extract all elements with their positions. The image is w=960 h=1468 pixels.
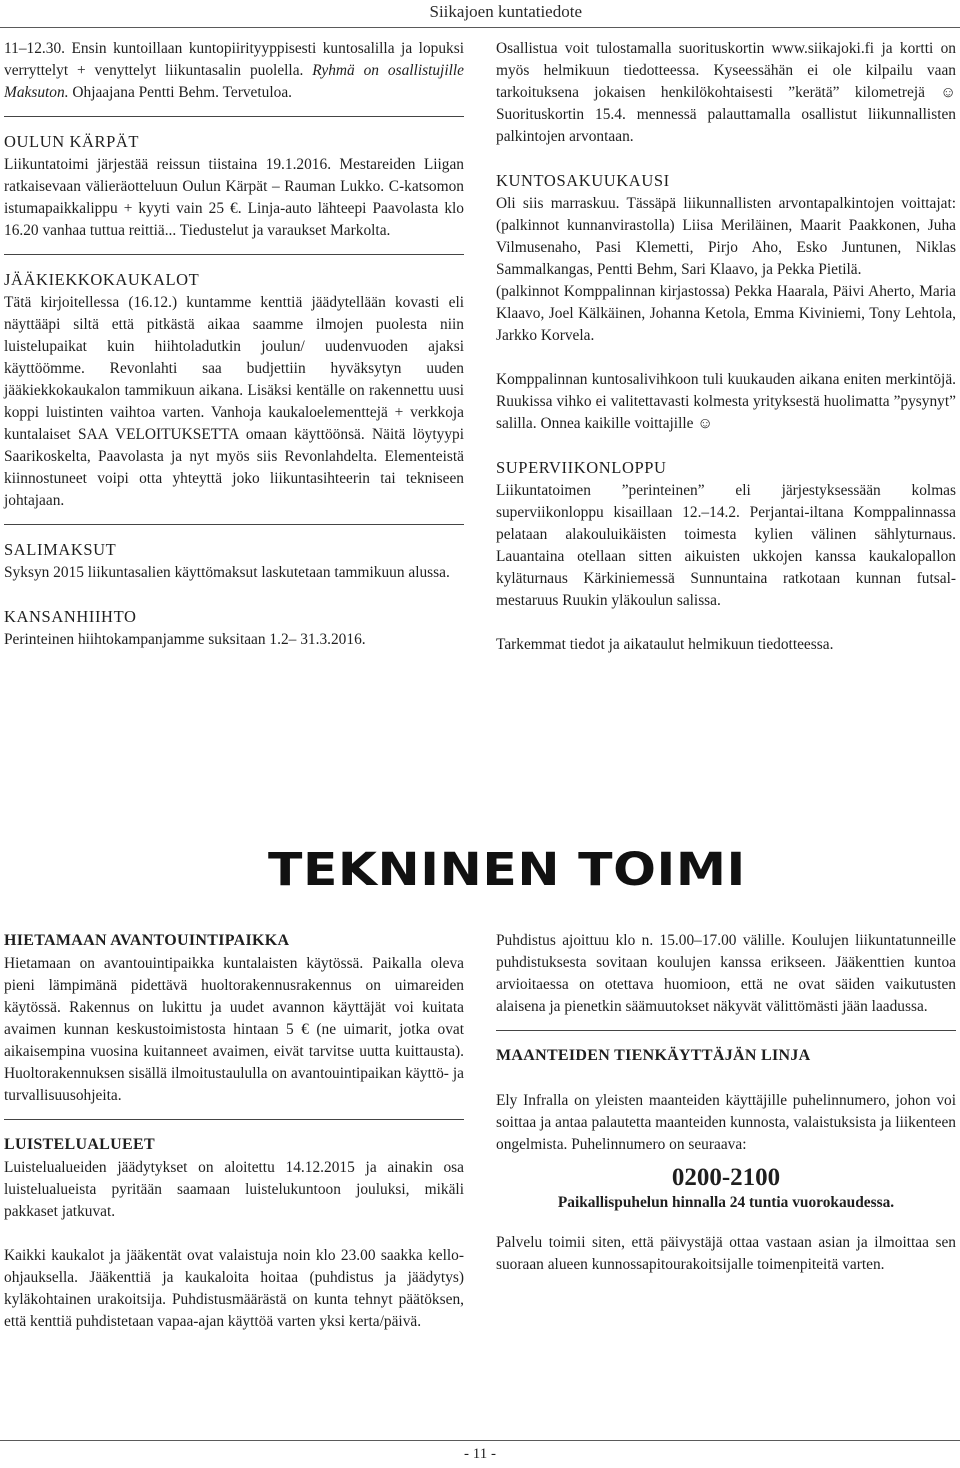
column-top-left: [4, 38, 464, 651]
separator: [4, 254, 464, 255]
salimaksut-text: Syksyn 2015 liikuntasalien käyttömaksut laskutetaan tammikuun alussa.: [4, 564, 450, 581]
page-number: - 11 -: [464, 1446, 496, 1462]
hieta-text: Hietamaan on avantouintipaikka kuntalaisten käytössä. Paikalla oleva pieni lämpimänä pidettävä huoltorakennusrakennus on uimareiden käytössä. Rakennus on lukittu ja uudet avannon käyttäjät voi kuitata avaimen kunnan keskustoimistosta hintaan 5 € (ne uimarit, jotka ovat aikaisempina vuosina kuitanneet avaimen, eivät tarvitse uutta kuittausta). Huoltorakennuksen sisällä ilmoitustaululla on avantouintipaikan käyttö- ja turvallisuusohjeita.: [4, 955, 464, 1104]
section-superviikonloppu: [496, 457, 956, 656]
footer-rule: [0, 1440, 960, 1441]
phone-subtitle: Paikallispuhelun hinnalla 24 tuntia vuorokaudessa.: [557, 1194, 895, 1211]
spacer: [4, 1223, 464, 1245]
kuntosa-text-2: (palkinnot Komppalinnan kirjastossa) Pekka Haarala, Päivi Aherto, Maria Klaavo, Joel Kälkäinen, Johanna Ketola, Emma Kiviniemi, Tony Lehtola, Jarkko Korvela.: [496, 283, 956, 344]
spacer: [496, 435, 956, 457]
kuntosa-text-3: Komppalinnan kuntosalivihkoon tuli kuukauden aikana eniten merkintöjä. Ruukissa vihko ei valitettavasti kolmesta yrityksestä huolimatta ”pysynyt” salilla. Onnea kaikille voittajille ☺: [496, 371, 956, 432]
spacer: [496, 612, 956, 634]
luistelu-text-1: Luistelualueiden jäädytykset on aloitettu 14.12.2015 ja ainakin osa luistelualueista pyritään saamaan luistelukuntoon jouluksi, mikäli pakkaset jatkuvat.: [4, 1159, 464, 1220]
gym-intro-text: 11–12.30. Ensin kuntoillaan kuntopiirityyppisesti kuntosalilla ja lopuksi verryttelyt + venyttelyt liikuntasalin puolella.: [4, 40, 464, 79]
separator: [4, 524, 464, 525]
publication-title: Siikajoen kuntatiedote: [429, 2, 582, 21]
gym-intro-italic: Ryhmä on osallistujille Maksuton.: [4, 62, 464, 101]
puhdistus-text: Puhdistus ajoittuu klo n. 15.00–17.00 välille. Koulujen liikuntatunneille puhdistuksesta sovitaan koulujen kanssa erikseen. Jääkenttien kuntoa arvioitaessa on otettava huomioon, että ne ovat säiden vaikutusten alaisena ja pienetkin säämuutokset näkyvät välittömästi jään laadussa.: [496, 932, 956, 1015]
phone-number: 0200-2100: [671, 1164, 781, 1191]
hiihto-card-text: Osallistua voit tulostamalla suorituskortin www.siikajoki.fi ja kortti on myös helmikuun tiedotteessa. Kyseessähän ei ole kilpailu vaan tarkoituksena jokaisen henkilökohtaisesti ”kerätä” kilometrejä ☺ Suorituskortin 15.4. mennessä palauttamalla osallistut liikunnallisten palkintojen arvontaan.: [496, 40, 956, 145]
section-kuntosakuukausi: [496, 170, 956, 435]
kuntosa-title: KUNTOSAKUUKAUSI: [496, 171, 670, 190]
super-title: SUPERVIIKONLOPPU: [496, 458, 667, 477]
maant-text: Ely Infralla on yleisten maanteiden käyttäjille puhelinnumero, johon voi soittaa ja antaa palautetta maanteiden kunnosta, valaistuksista ja liikenteen ongelmista. Puhelinnumero on seuraava:: [496, 1092, 956, 1153]
spacer: [496, 347, 956, 369]
kansanhiihto-title: KANSANHIIHTO: [4, 607, 137, 626]
section-jaakiekko: [4, 269, 464, 512]
gym-intro: [4, 38, 464, 104]
section-luistelualueet: [4, 1134, 464, 1333]
section-maanteiden-linja: [496, 1045, 956, 1276]
header-rule: [0, 27, 960, 28]
column-bottom-left: [4, 930, 464, 1333]
column-bottom-right: [496, 930, 956, 1276]
section-hietamaa: [4, 930, 464, 1107]
super-text: Liikuntatoimen ”perinteinen” eli järjestyksessään kolmas superviikonloppu kisaillaan 12.–14.2. Perjantai-iltana Komppalinnassa pelataan alakouluikäisten toimesta kylien välinen sählyturnaus. Lauantaina otellaan sitten aikuisten ukkojen kanssa kaukalopallon kyläturnaus Kärkiniemessä Sunnuntaina ratkotaan kunnan futsal- mestaruus Ruukin yläkoulun salissa.: [496, 482, 956, 609]
jaakiekko-title: JÄÄKIEKKOKAUKALOT: [4, 270, 200, 289]
separator: [4, 116, 464, 117]
section-karpat: [4, 131, 464, 242]
gym-intro-end: Ohjaajana Pentti Behm. Tervetuloa.: [68, 84, 292, 101]
spacer: [496, 148, 956, 170]
hieta-title: HIETAMAAN AVANTOUINTIPAIKKA: [4, 932, 290, 949]
palvelu-text: Palvelu toimii siten, että päivystäjä ottaa vastaan asian ja ilmoittaa sen suoraan alueen kunnossapitourakoitsijalle toimenpiteitä varten.: [496, 1234, 956, 1273]
spacer: [4, 584, 464, 606]
kansanhiihto-text: Perinteinen hiihtokampanjamme suksitaan 1.2– 31.3.2016.: [4, 631, 366, 648]
jaakiekko-text: Tätä kirjoitellessa (16.12.) kuntamme kenttiä jäädytellään kovasti eli näyttääpi siltä että pitkästä aikaa saamme ilmojen puolesta niin luistelupaikat kuin hiihtoladutkin joulun/ uudenvuoden ajaksi käyttöömme. Revonlahti saa budjettiin hyväksytyn uuden jääkiekkokaukalon tammikuun aikana. Lisäksi kentälle on rakennettu uusi koppi luistinten vaihtoa varten. Vanhoja kaukaloelementtejä + verkkoja kuntalaiset SAA VELOITUKSETTA omaan käyttöönsä. Näitä löytyypi Saarikoskelta, Paavolasta ja nyt myös siis Revonlahdelta. Elementeistä kiinnostuneet voipi otta yhteyttä joko liikuntasihteerin tai tekniseen johtajaan.: [4, 294, 464, 509]
karpat-title: OULUN KÄRPÄT: [4, 132, 140, 151]
super-more: Tarkemmat tiedot ja aikataulut helmikuun tiedotteessa.: [496, 636, 834, 653]
separator: [4, 1119, 464, 1120]
section-title-tekninen-toimi: TEKNINEN TOIMI: [268, 843, 746, 896]
salimaksut-title: SALIMAKSUT: [4, 540, 117, 559]
kuntosa-text-1: Oli siis marraskuu. Tässäpä liikunnallisten arvontapalkintojen voittajat: (palkinnot kunnanvirastolla) Liisa Meriläinen, Maarit Paakkonen, Juha Vilmusenaho, Pasi Klemetti, Pirjo Aho, Esko Juntunen, Niklas Sammalkangas, Pentti Behm, Sari Klaavo, ja Pekka Pietilä.: [496, 195, 956, 278]
luistelu-title: LUISTELUALUEET: [4, 1136, 155, 1153]
luistelu-text-2: Kaikki kaukalot ja jääkentät ovat valaistuja noin klo 23.00 saakka kello-ohjauksella. Jääkenttiä ja kaukaloita hoitaa (puhdistus ja jäädytys) kyläkohtainen urakoitsija. Puhdistusmäärästä on kunta tehnyt päätöksen, että kenttiä puhdistetaan vapaa-ajan käyttöä varten yksi kerta/päivä.: [4, 1247, 464, 1330]
column-top-right: [496, 38, 956, 656]
section-kansanhiihto: [4, 606, 464, 651]
section-salimaksut: [4, 539, 464, 584]
separator: [496, 1030, 956, 1031]
maant-title: MAANTEIDEN TIENKÄYTTÄJÄN LINJA: [496, 1047, 811, 1064]
karpat-text: Liikuntatoimi järjestää reissun tiistaina 19.1.2016. Mestareiden Liigan ratkaisevaan välieräotteluun Oulun Kärpät – Rauman Lukko. C-katsomon istumapaikkalippu + kyyti vain 25 €. Linja-auto lähteepi Paavolasta klo 16.20 vanhaa tuttua reittiä... Tiedustelut ja varaukset Markolta.: [4, 156, 464, 239]
spacer: [496, 1068, 956, 1090]
